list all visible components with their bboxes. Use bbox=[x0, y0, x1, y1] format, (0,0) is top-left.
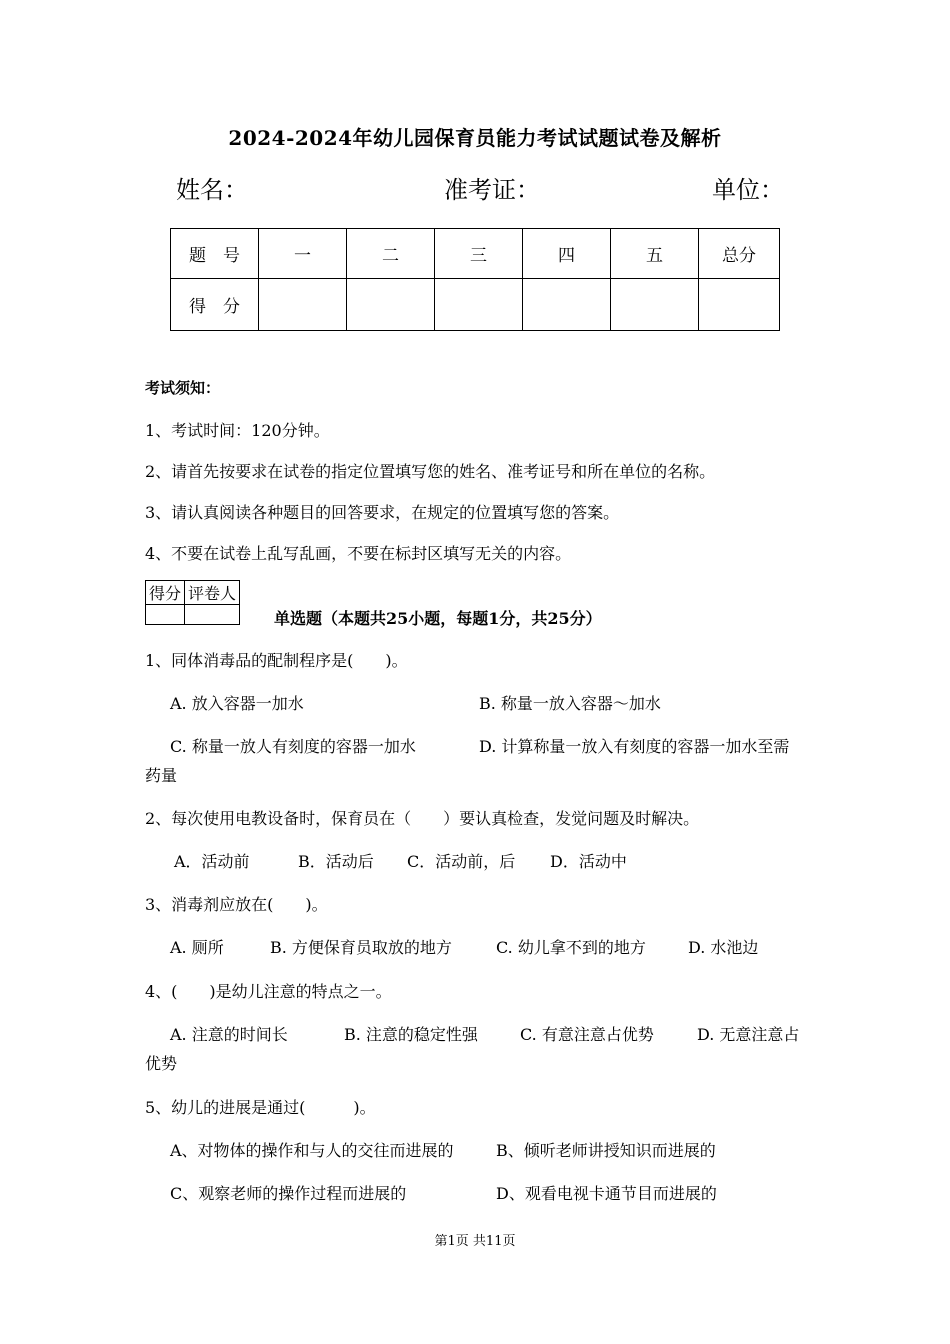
name-field-label: 姓名： bbox=[176, 176, 248, 204]
unit-field-label: 单位： bbox=[712, 176, 784, 204]
option-d-continued: 优势 bbox=[145, 1054, 178, 1073]
grader-score-label: 得分 bbox=[146, 581, 185, 605]
question-stem: 1、同体消毒品的配制程序是( )。 bbox=[145, 651, 408, 670]
option-d[interactable]: D．活动中 bbox=[550, 852, 627, 871]
option-c[interactable]: C. 称量一放人有刻度的容器一加水 bbox=[170, 737, 416, 756]
option-d-continued: 药量 bbox=[145, 766, 178, 785]
grader-score-cell[interactable] bbox=[146, 605, 185, 625]
option-d[interactable]: D. 计算称量一放入有刻度的容器一加水至需 bbox=[479, 737, 790, 756]
option-a[interactable]: A. 注意的时间长 bbox=[170, 1025, 288, 1044]
score-table-header-cell: 三 bbox=[435, 229, 523, 279]
score-table-header-cell: 四 bbox=[523, 229, 611, 279]
notice-item: 1、考试时间：120分钟。 bbox=[145, 421, 330, 440]
score-cell[interactable] bbox=[699, 279, 780, 331]
score-table-header-cell: 一 bbox=[259, 229, 347, 279]
score-row-label: 得 分 bbox=[171, 279, 259, 331]
score-table-header-cell: 五 bbox=[611, 229, 699, 279]
option-b[interactable]: B. 注意的稳定性强 bbox=[344, 1025, 478, 1044]
option-a[interactable]: A. 放入容器一加水 bbox=[170, 694, 304, 713]
option-a[interactable]: A. 厕所 bbox=[170, 938, 224, 957]
score-table-score-row bbox=[171, 279, 780, 331]
option-b[interactable]: B. 称量一放入容器～加水 bbox=[479, 694, 661, 713]
score-cell[interactable] bbox=[611, 279, 699, 331]
option-d[interactable]: D、观看电视卡通节目而进展的 bbox=[496, 1184, 717, 1203]
score-table-header-cell: 题 号 bbox=[171, 229, 259, 279]
notice-heading: 考试须知： bbox=[145, 379, 221, 397]
score-table-header-cell: 二 bbox=[347, 229, 435, 279]
score-table bbox=[170, 228, 780, 331]
question-stem: 5、幼儿的进展是通过( )。 bbox=[145, 1098, 376, 1117]
option-a[interactable]: A．活动前 bbox=[174, 852, 250, 871]
exam-id-field-label: 准考证： bbox=[444, 176, 540, 204]
score-cell[interactable] bbox=[259, 279, 347, 331]
option-d[interactable]: D. 水池边 bbox=[688, 938, 759, 957]
score-table-header-row bbox=[171, 229, 780, 279]
option-d[interactable]: D. 无意注意占 bbox=[697, 1025, 800, 1044]
question-stem: 2、每次使用电教设备时，保育员在（ ）要认真检查，发觉问题及时解决。 bbox=[145, 809, 700, 828]
option-c[interactable]: C．活动前，后 bbox=[407, 852, 516, 871]
section-title: 单选题（本题共25小题，每题1分，共25分） bbox=[274, 609, 602, 628]
notice-item: 4、不要在试卷上乱写乱画，不要在标封区填写无关的内容。 bbox=[145, 544, 572, 563]
page-title: 2024-2024年幼儿园保育员能力考试试题试卷及解析 bbox=[228, 126, 722, 150]
option-c[interactable]: C、观察老师的操作过程而进展的 bbox=[170, 1184, 407, 1203]
option-a[interactable]: A、对物体的操作和与人的交往而进展的 bbox=[170, 1141, 454, 1160]
option-b[interactable]: B、倾听老师讲授知识而进展的 bbox=[496, 1141, 716, 1160]
question-stem: 4、( )是幼儿注意的特点之一。 bbox=[145, 982, 392, 1001]
option-c[interactable]: C. 有意注意占优势 bbox=[520, 1025, 654, 1044]
grader-box bbox=[145, 580, 240, 625]
option-c[interactable]: C. 幼儿拿不到的地方 bbox=[496, 938, 646, 957]
question-stem: 3、消毒剂应放在( )。 bbox=[145, 895, 328, 914]
notice-item: 2、请首先按要求在试卷的指定位置填写您的姓名、准考证号和所在单位的名称。 bbox=[145, 462, 716, 481]
grader-name-label: 评卷人 bbox=[185, 581, 240, 605]
notice-item: 3、请认真阅读各种题目的回答要求，在规定的位置填写您的答案。 bbox=[145, 503, 620, 522]
score-cell[interactable] bbox=[523, 279, 611, 331]
page-footer: 第1页 共11页 bbox=[434, 1234, 516, 1249]
score-cell[interactable] bbox=[435, 279, 523, 331]
option-b[interactable]: B．活动后 bbox=[298, 852, 374, 871]
grader-name-cell[interactable] bbox=[185, 605, 240, 625]
score-cell[interactable] bbox=[347, 279, 435, 331]
score-table-header-cell: 总分 bbox=[699, 229, 780, 279]
option-b[interactable]: B. 方便保育员取放的地方 bbox=[270, 938, 452, 957]
